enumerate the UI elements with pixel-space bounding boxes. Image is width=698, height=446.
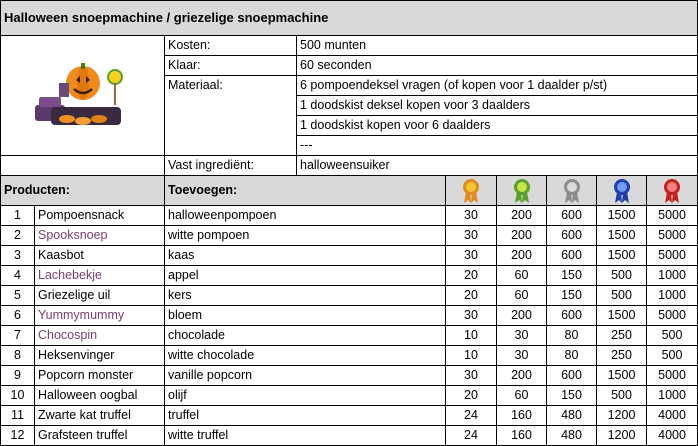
ribbon-value: 150	[547, 386, 597, 406]
product-ingredient: chocolade	[165, 326, 446, 346]
ribbon-value: 30	[497, 326, 547, 346]
toevoegen-header: Toevoegen:	[165, 176, 446, 206]
ribbon-value: 600	[547, 366, 597, 386]
product-name: Chocospin	[35, 326, 165, 346]
page-title: Halloween snoepmachine / griezelige snoepmachine	[1, 1, 698, 36]
ribbon-value: 1500	[597, 246, 647, 266]
ribbon-value: 160	[497, 406, 547, 426]
ribbon-value: 200	[497, 226, 547, 246]
product-name: Zwarte kat truffel	[35, 406, 165, 426]
product-name: Yummymummy	[35, 306, 165, 326]
ribbon-value: 20	[446, 266, 497, 286]
table-row	[1, 246, 698, 266]
ribbon-value: 60	[497, 266, 547, 286]
row-number: 9	[1, 366, 35, 386]
product-name: Kaasbot	[35, 246, 165, 266]
table-row	[1, 266, 698, 286]
product-ingredient: vanille popcorn	[165, 366, 446, 386]
ribbon-value: 24	[446, 426, 497, 446]
row-number: 8	[1, 346, 35, 366]
table-row	[1, 426, 698, 446]
product-name: Halloween oogbal	[35, 386, 165, 406]
ribbon-value: 500	[597, 266, 647, 286]
product-name: Heksenvinger	[35, 346, 165, 366]
bronze-ribbon-icon	[462, 178, 480, 204]
materiaal-value: 6 pompoendeksel vragen (of kopen voor 1 daalder p/st)	[297, 76, 698, 96]
machine-image	[1, 36, 165, 156]
ribbon-value: 250	[597, 346, 647, 366]
ribbon-value: 4000	[647, 426, 698, 446]
materiaal-value: 1 doodskist kopen voor 6 daalders	[297, 116, 698, 136]
green-ribbon-header	[497, 176, 547, 206]
product-name: Popcorn monster	[35, 366, 165, 386]
row-number: 1	[1, 206, 35, 226]
ribbon-value: 150	[547, 286, 597, 306]
ribbon-value: 500	[647, 326, 698, 346]
ribbon-value: 250	[597, 326, 647, 346]
ribbon-value: 500	[597, 386, 647, 406]
ribbon-value: 1500	[597, 226, 647, 246]
table-row	[1, 206, 698, 226]
candy-machine-icon	[31, 53, 135, 133]
kosten-label: Kosten:	[165, 36, 297, 56]
ribbon-value: 10	[446, 326, 497, 346]
table-row	[1, 366, 698, 386]
ribbon-value: 1500	[597, 206, 647, 226]
klaar-label: Klaar:	[165, 56, 297, 76]
ribbon-value: 5000	[647, 366, 698, 386]
row-number: 7	[1, 326, 35, 346]
row-number: 2	[1, 226, 35, 246]
materiaal-value: ---	[297, 136, 698, 156]
ribbon-value: 1200	[597, 406, 647, 426]
ribbon-value: 600	[547, 226, 597, 246]
ribbon-value: 500	[597, 286, 647, 306]
row-number: 3	[1, 246, 35, 266]
ribbon-value: 30	[446, 226, 497, 246]
product-name: Spooksnoep	[35, 226, 165, 246]
silver-ribbon-header	[547, 176, 597, 206]
ribbon-value: 600	[547, 306, 597, 326]
row-number: 6	[1, 306, 35, 326]
product-ingredient: appel	[165, 266, 446, 286]
product-ingredient: witte pompoen	[165, 226, 446, 246]
ribbon-value: 80	[547, 326, 597, 346]
ribbon-value: 5000	[647, 306, 698, 326]
ribbon-value: 600	[547, 206, 597, 226]
ribbon-value: 24	[446, 406, 497, 426]
table-row	[1, 326, 698, 346]
ribbon-value: 30	[446, 306, 497, 326]
blue-ribbon-icon	[613, 178, 631, 204]
row-number: 12	[1, 426, 35, 446]
product-name: Griezelige uil	[35, 286, 165, 306]
ribbon-value: 1500	[597, 366, 647, 386]
ribbon-value: 5000	[647, 206, 698, 226]
ribbon-value: 30	[446, 206, 497, 226]
row-number: 10	[1, 386, 35, 406]
klaar-value: 60 seconden	[297, 56, 698, 76]
ribbon-value: 200	[497, 206, 547, 226]
ribbon-value: 600	[547, 246, 597, 266]
vast-ingredient-label: Vast ingrediënt:	[165, 156, 297, 176]
ribbon-value: 60	[497, 286, 547, 306]
ribbon-value: 150	[547, 266, 597, 286]
ribbon-value: 60	[497, 386, 547, 406]
product-ingredient: witte chocolade	[165, 346, 446, 366]
materiaal-value: 1 doodskist deksel kopen voor 3 daalders	[297, 96, 698, 116]
ribbon-value: 1000	[647, 266, 698, 286]
table-row	[1, 306, 698, 326]
ribbon-value: 30	[446, 246, 497, 266]
ribbon-value: 5000	[647, 226, 698, 246]
vast-ingredient-value: halloweensuiker	[297, 156, 698, 176]
ribbon-value: 1000	[647, 386, 698, 406]
table-row	[1, 386, 698, 406]
table-row	[1, 226, 698, 246]
ribbon-value: 200	[497, 246, 547, 266]
ribbon-value: 480	[547, 426, 597, 446]
ribbon-value: 500	[647, 346, 698, 366]
producten-header: Producten:	[1, 176, 165, 206]
ribbon-value: 1500	[597, 306, 647, 326]
ribbon-value: 4000	[647, 406, 698, 426]
ribbon-value: 200	[497, 306, 547, 326]
product-name: Lachebekje	[35, 266, 165, 286]
product-ingredient: halloweenpompoen	[165, 206, 446, 226]
product-name: Grafsteen truffel	[35, 426, 165, 446]
product-ingredient: witte truffel	[165, 426, 446, 446]
table-row	[1, 346, 698, 366]
ribbon-value: 200	[497, 366, 547, 386]
kosten-value: 500 munten	[297, 36, 698, 56]
red-ribbon-header	[647, 176, 698, 206]
row-number: 4	[1, 266, 35, 286]
row-number: 5	[1, 286, 35, 306]
product-ingredient: kaas	[165, 246, 446, 266]
green-ribbon-icon	[513, 178, 531, 204]
ribbon-value: 30	[497, 346, 547, 366]
ribbon-value: 1000	[647, 286, 698, 306]
row-number: 11	[1, 406, 35, 426]
ribbon-value: 480	[547, 406, 597, 426]
ribbon-value: 20	[446, 286, 497, 306]
product-ingredient: olijf	[165, 386, 446, 406]
bronze-ribbon-header	[446, 176, 497, 206]
ribbon-value: 1200	[597, 426, 647, 446]
table-row	[1, 406, 698, 426]
ribbon-value: 10	[446, 346, 497, 366]
materiaal-label: Materiaal:	[165, 76, 297, 156]
product-ingredient: bloem	[165, 306, 446, 326]
silver-ribbon-icon	[563, 178, 581, 204]
ribbon-value: 160	[497, 426, 547, 446]
blue-ribbon-header	[597, 176, 647, 206]
product-ingredient: truffel	[165, 406, 446, 426]
ribbon-value: 5000	[647, 246, 698, 266]
product-name: Pompoensnack	[35, 206, 165, 226]
ribbon-value: 80	[547, 346, 597, 366]
ribbon-value: 20	[446, 386, 497, 406]
table-row	[1, 286, 698, 306]
red-ribbon-icon	[663, 178, 681, 204]
product-ingredient: kers	[165, 286, 446, 306]
ribbon-value: 30	[446, 366, 497, 386]
